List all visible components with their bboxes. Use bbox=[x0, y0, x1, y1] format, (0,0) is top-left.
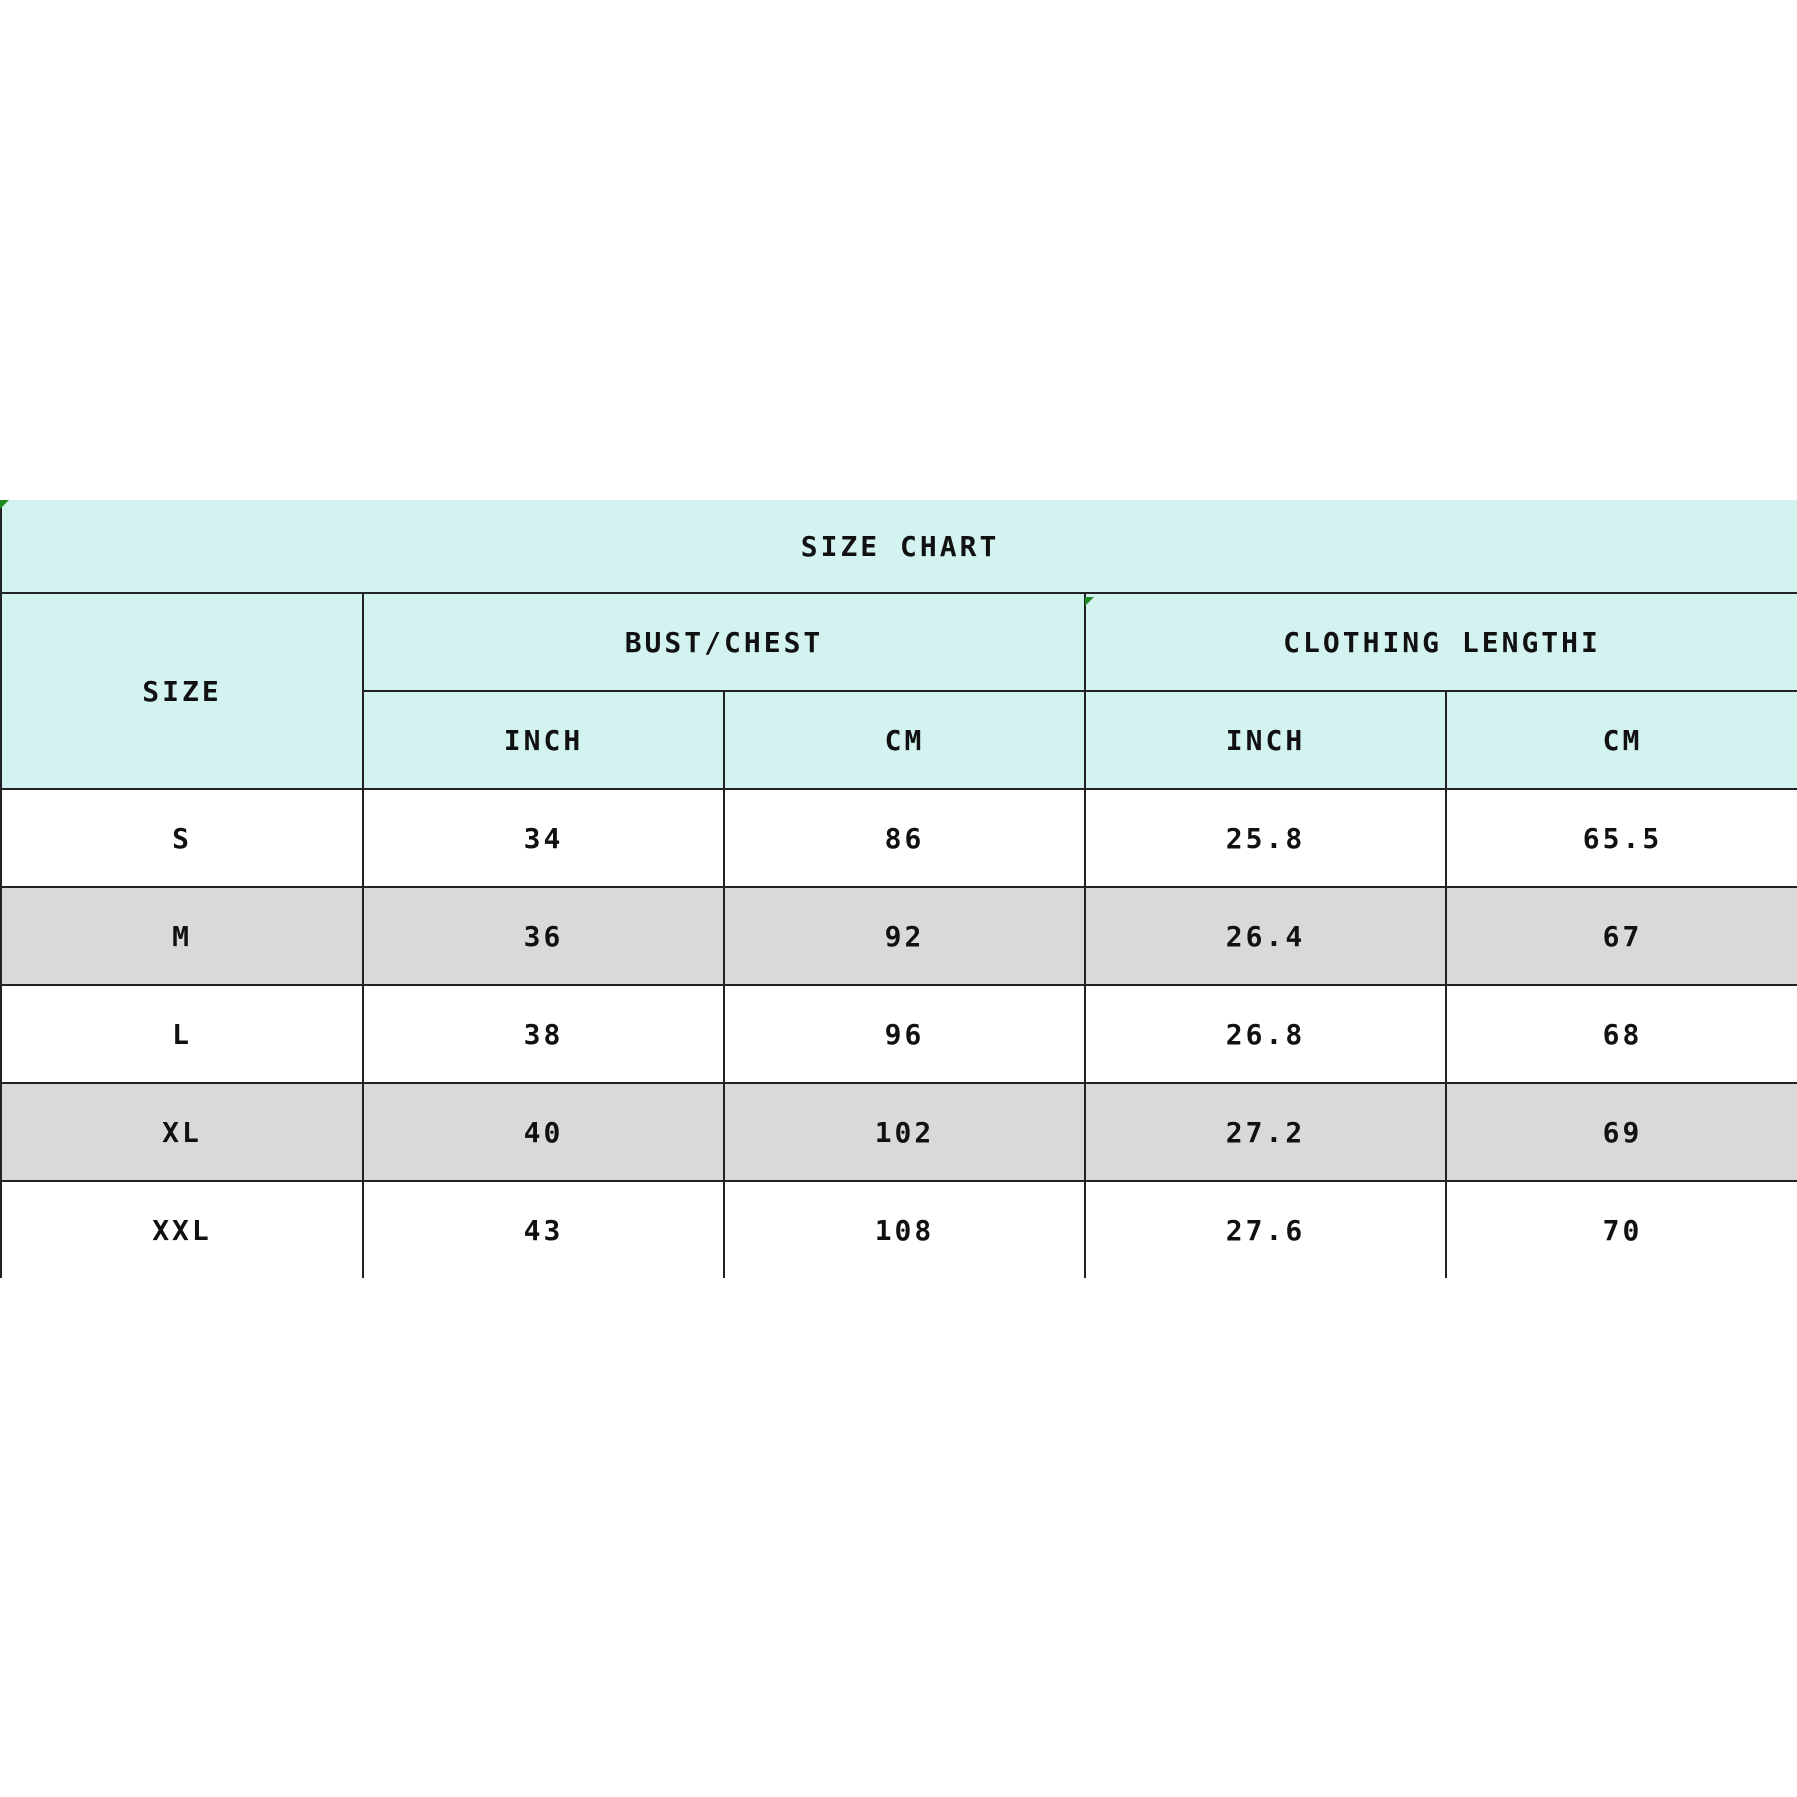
size-cell: XL bbox=[1, 1083, 363, 1181]
bust-inch-cell: 43 bbox=[363, 1181, 724, 1278]
cell-marker-icon bbox=[0, 500, 9, 509]
size-cell: L bbox=[1, 985, 363, 1083]
table-row bbox=[1, 887, 1797, 985]
size-cell: S bbox=[1, 789, 363, 887]
size-cell: M bbox=[1, 887, 363, 985]
table-title: SIZE CHART bbox=[1, 500, 1797, 593]
length-cm-cell: 68 bbox=[1446, 985, 1797, 1083]
bust-cm-cell: 108 bbox=[724, 1181, 1085, 1278]
size-chart-table bbox=[0, 500, 1797, 1278]
length-inch-header: INCH bbox=[1085, 691, 1446, 789]
bust-inch-cell: 38 bbox=[363, 985, 724, 1083]
cell-marker-icon bbox=[1085, 597, 1094, 606]
bust-inch-cell: 36 bbox=[363, 887, 724, 985]
clothing-length-group-header: CLOTHING LENGTHI bbox=[1085, 593, 1797, 691]
bust-cm-cell: 102 bbox=[724, 1083, 1085, 1181]
bust-inch-cell: 34 bbox=[363, 789, 724, 887]
table-row bbox=[1, 985, 1797, 1083]
length-cm-cell: 67 bbox=[1446, 887, 1797, 985]
bust-inch-cell: 40 bbox=[363, 1083, 724, 1181]
bust-cm-cell: 86 bbox=[724, 789, 1085, 887]
length-cm-header: CM bbox=[1446, 691, 1797, 789]
length-inch-cell: 27.6 bbox=[1085, 1181, 1446, 1278]
bust-inch-header: INCH bbox=[363, 691, 724, 789]
bust-cm-header: CM bbox=[724, 691, 1085, 789]
table-row bbox=[1, 1083, 1797, 1181]
length-cm-cell: 65.5 bbox=[1446, 789, 1797, 887]
length-cm-cell: 69 bbox=[1446, 1083, 1797, 1181]
size-column-header: SIZE bbox=[1, 593, 363, 789]
length-inch-cell: 26.4 bbox=[1085, 887, 1446, 985]
length-inch-cell: 25.8 bbox=[1085, 789, 1446, 887]
bust-cm-cell: 92 bbox=[724, 887, 1085, 985]
size-cell: XXL bbox=[1, 1181, 363, 1278]
table-row bbox=[1, 789, 1797, 887]
length-inch-cell: 27.2 bbox=[1085, 1083, 1446, 1181]
length-inch-cell: 26.8 bbox=[1085, 985, 1446, 1083]
bust-cm-cell: 96 bbox=[724, 985, 1085, 1083]
table-row bbox=[1, 1181, 1797, 1278]
length-cm-cell: 70 bbox=[1446, 1181, 1797, 1278]
bust-chest-group-header: BUST/CHEST bbox=[363, 593, 1085, 691]
